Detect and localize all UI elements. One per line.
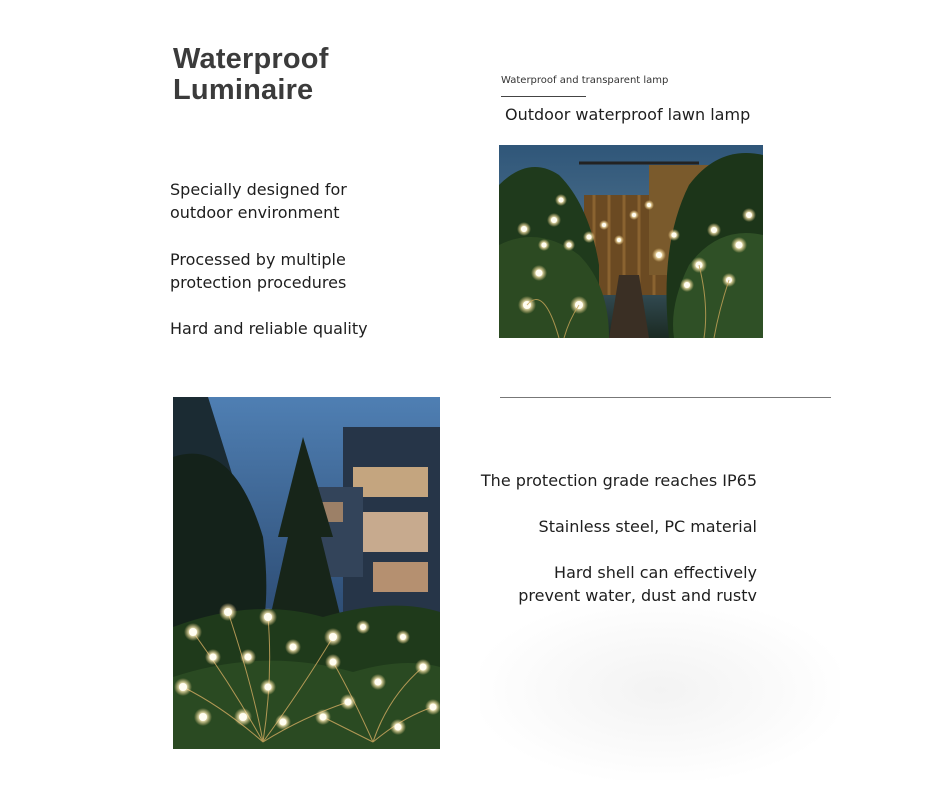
feature-protection: Processed by multiple protection procedures — [170, 250, 347, 292]
feature-material: Stainless steel, PC material — [538, 517, 757, 536]
garden-path-photo — [499, 145, 763, 338]
feature-ip65: The protection grade reaches IP65 — [480, 471, 757, 490]
lamp-subcaption: Waterproof and transparent lamp — [501, 75, 669, 86]
feature-quality: Hard and reliable quality — [170, 319, 368, 338]
feature-shell: Hard shell can effectively prevent water, dust and rustv — [518, 563, 757, 605]
feature-outdoor: Specially designed for outdoor environment — [170, 180, 347, 222]
section-divider — [500, 397, 831, 398]
caption-divider — [501, 96, 586, 97]
page-title: Waterproof Luminaire — [173, 43, 329, 106]
background-fade — [480, 600, 840, 780]
lamp-caption: Outdoor waterproof lawn lamp — [505, 105, 751, 124]
house-garden-photo — [173, 397, 440, 749]
